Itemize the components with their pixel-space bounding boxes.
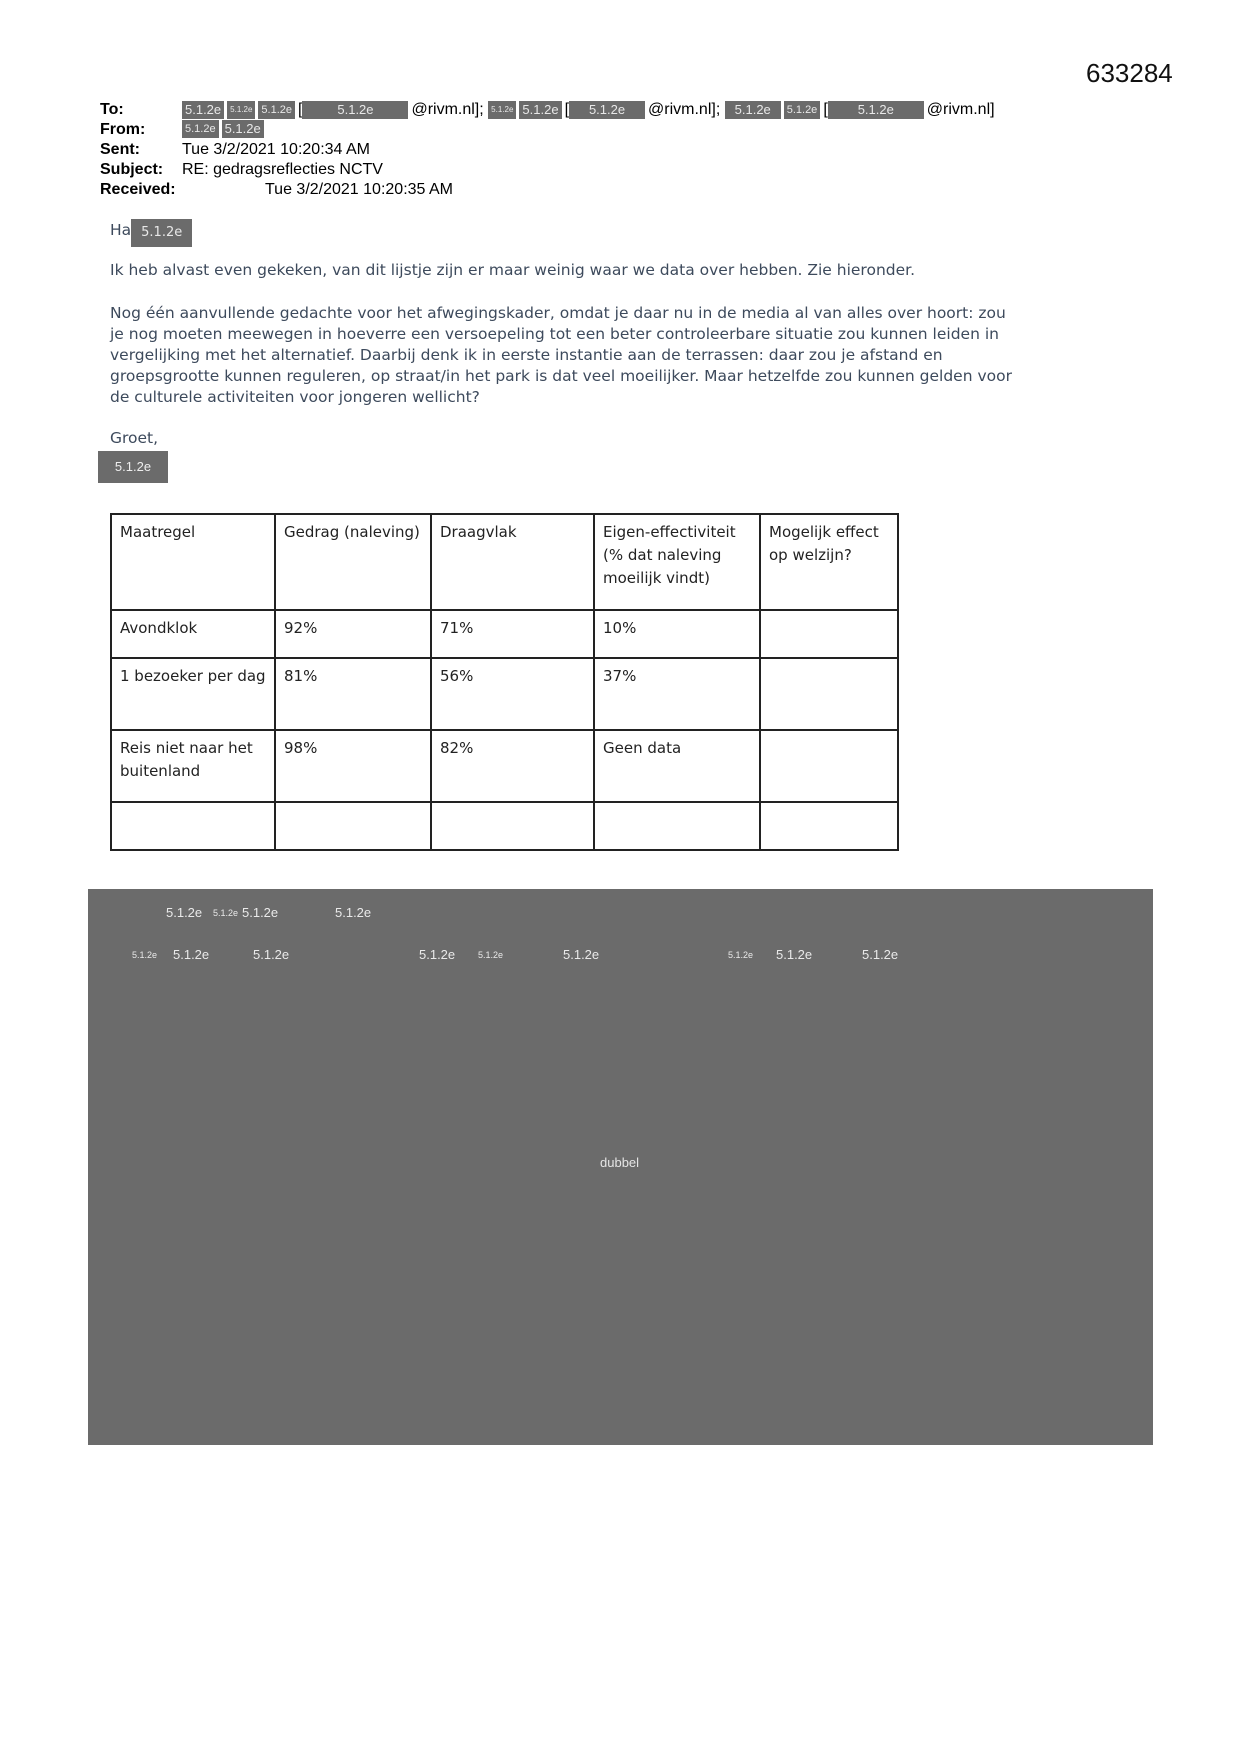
sent-label: Sent: <box>100 141 140 158</box>
table-cell <box>431 802 594 850</box>
table-cell <box>275 802 431 850</box>
closing: Groet, <box>110 429 159 447</box>
received-value: Tue 3/2/2021 10:20:35 AM <box>265 181 453 198</box>
redaction: 5.1.2e <box>728 950 754 960</box>
redaction: 5.1.2e <box>131 219 192 247</box>
greeting <box>110 219 195 247</box>
redaction: 5.1.2e <box>828 101 924 119</box>
paragraph-line: vergelijking met het alternatief. Daarbij denk ik in eerste instantie aan de terrassen: daar zou je afstand en <box>110 346 943 364</box>
redaction: 5.1.2e <box>166 905 203 920</box>
redaction: 5.1.2e <box>478 950 504 960</box>
table-cell <box>760 658 898 730</box>
table-cell: 1 bezoeker per dag <box>111 658 275 730</box>
table-row <box>111 730 898 802</box>
table-cell: 92% <box>275 610 431 658</box>
bracket: [ <box>298 101 303 118</box>
table-cell <box>760 802 898 850</box>
table-header: Eigen-effectiviteit (% dat naleving moeilijk vindt) <box>594 514 760 610</box>
sent-value: Tue 3/2/2021 10:20:34 AM <box>182 141 370 158</box>
table-row <box>111 658 898 730</box>
redaction: 5.1.2e <box>182 120 219 138</box>
measures-table <box>110 513 899 851</box>
table-row <box>111 610 898 658</box>
redaction: 5.1.2e <box>242 905 279 920</box>
table-header: Mogelijk effect op welzijn? <box>760 514 898 610</box>
redaction: 5.1.2e <box>182 101 224 119</box>
redaction: 5.1.2e <box>862 947 899 962</box>
table-cell: 71% <box>431 610 594 658</box>
email-domain: @rivm.nl]; <box>411 101 484 118</box>
bracket: [ <box>823 101 828 118</box>
table-cell: Geen data <box>594 730 760 802</box>
table-header-row <box>111 514 898 610</box>
table-cell: 98% <box>275 730 431 802</box>
duplicate-note: dubbel <box>600 1155 640 1170</box>
signature-redaction: 5.1.2e <box>98 451 168 483</box>
redaction: 5.1.2e <box>569 101 645 119</box>
table-header: Gedrag (naleving) <box>275 514 431 610</box>
table-cell: 37% <box>594 658 760 730</box>
redaction: 5.1.2e <box>776 947 813 962</box>
paragraph-line: groepsgrootte kunnen reguleren, op straat/in het park is dat veel moeilijker. Maar hetzelfde zou kunnen gelden voor <box>110 367 1012 385</box>
redaction: 5.1.2e <box>563 947 600 962</box>
from-value <box>182 120 267 138</box>
table-header: Draagvlak <box>431 514 594 610</box>
redaction: 5.1.2e <box>488 101 516 119</box>
greeting-text: Ha <box>110 221 132 239</box>
redaction: 5.1.2e <box>419 947 456 962</box>
table-cell <box>111 802 275 850</box>
redaction: 5.1.2e <box>335 905 372 920</box>
body-paragraph-1: Ik heb alvast even gekeken, van dit lijstje zijn er maar weinig waar we data over hebben. Zie hieronder. <box>110 261 916 279</box>
to-value <box>182 100 995 120</box>
table-cell: 56% <box>431 658 594 730</box>
subject-label: Subject: <box>100 161 164 178</box>
table-cell: 82% <box>431 730 594 802</box>
redaction: 5.1.2e <box>173 947 210 962</box>
document-number: 633284 <box>1086 58 1173 88</box>
table-cell <box>760 730 898 802</box>
paragraph-line: Nog één aanvullende gedachte voor het afwegingskader, omdat je daar nu in de media al van alles over hoort: zou <box>110 304 1006 322</box>
redacted-block <box>88 889 1153 1445</box>
redaction: 5.1.2e <box>222 120 264 138</box>
table-cell <box>760 610 898 658</box>
paragraph-line: je nog moeten meewegen in hoeverre een versoepeling tot een beter controleerbare situatie zou kunnen leiden in <box>110 325 999 343</box>
table-cell: Avondklok <box>111 610 275 658</box>
redaction: 5.1.2e <box>253 947 290 962</box>
table-cell: 10% <box>594 610 760 658</box>
redaction: 5.1.2e <box>227 101 255 119</box>
redaction: 5.1.2e <box>725 101 781 119</box>
redaction: 5.1.2e <box>519 101 561 119</box>
email-domain: @rivm.nl] <box>926 101 995 118</box>
table-row <box>111 802 898 850</box>
email-domain: @rivm.nl]; <box>648 101 721 118</box>
paragraph-line: de culturele activiteiten voor jongeren wellicht? <box>110 388 480 406</box>
table-cell <box>594 802 760 850</box>
bracket: [ <box>564 101 570 118</box>
table-cell: Reis niet naar het buitenland <box>111 730 275 802</box>
redaction: 5.1.2e <box>213 908 239 918</box>
from-label: From: <box>100 121 146 138</box>
received-label: Received: <box>100 181 176 198</box>
subject-value: RE: gedragsreflecties NCTV <box>182 161 383 178</box>
redaction: 5.1.2e <box>302 101 408 119</box>
redaction: 5.1.2e <box>784 101 821 119</box>
table-header: Maatregel <box>111 514 275 610</box>
table-cell: 81% <box>275 658 431 730</box>
redaction: 5.1.2e <box>258 101 295 119</box>
body-paragraph-2 <box>110 303 1140 408</box>
to-label: To: <box>100 101 124 118</box>
redaction: 5.1.2e <box>132 950 158 960</box>
